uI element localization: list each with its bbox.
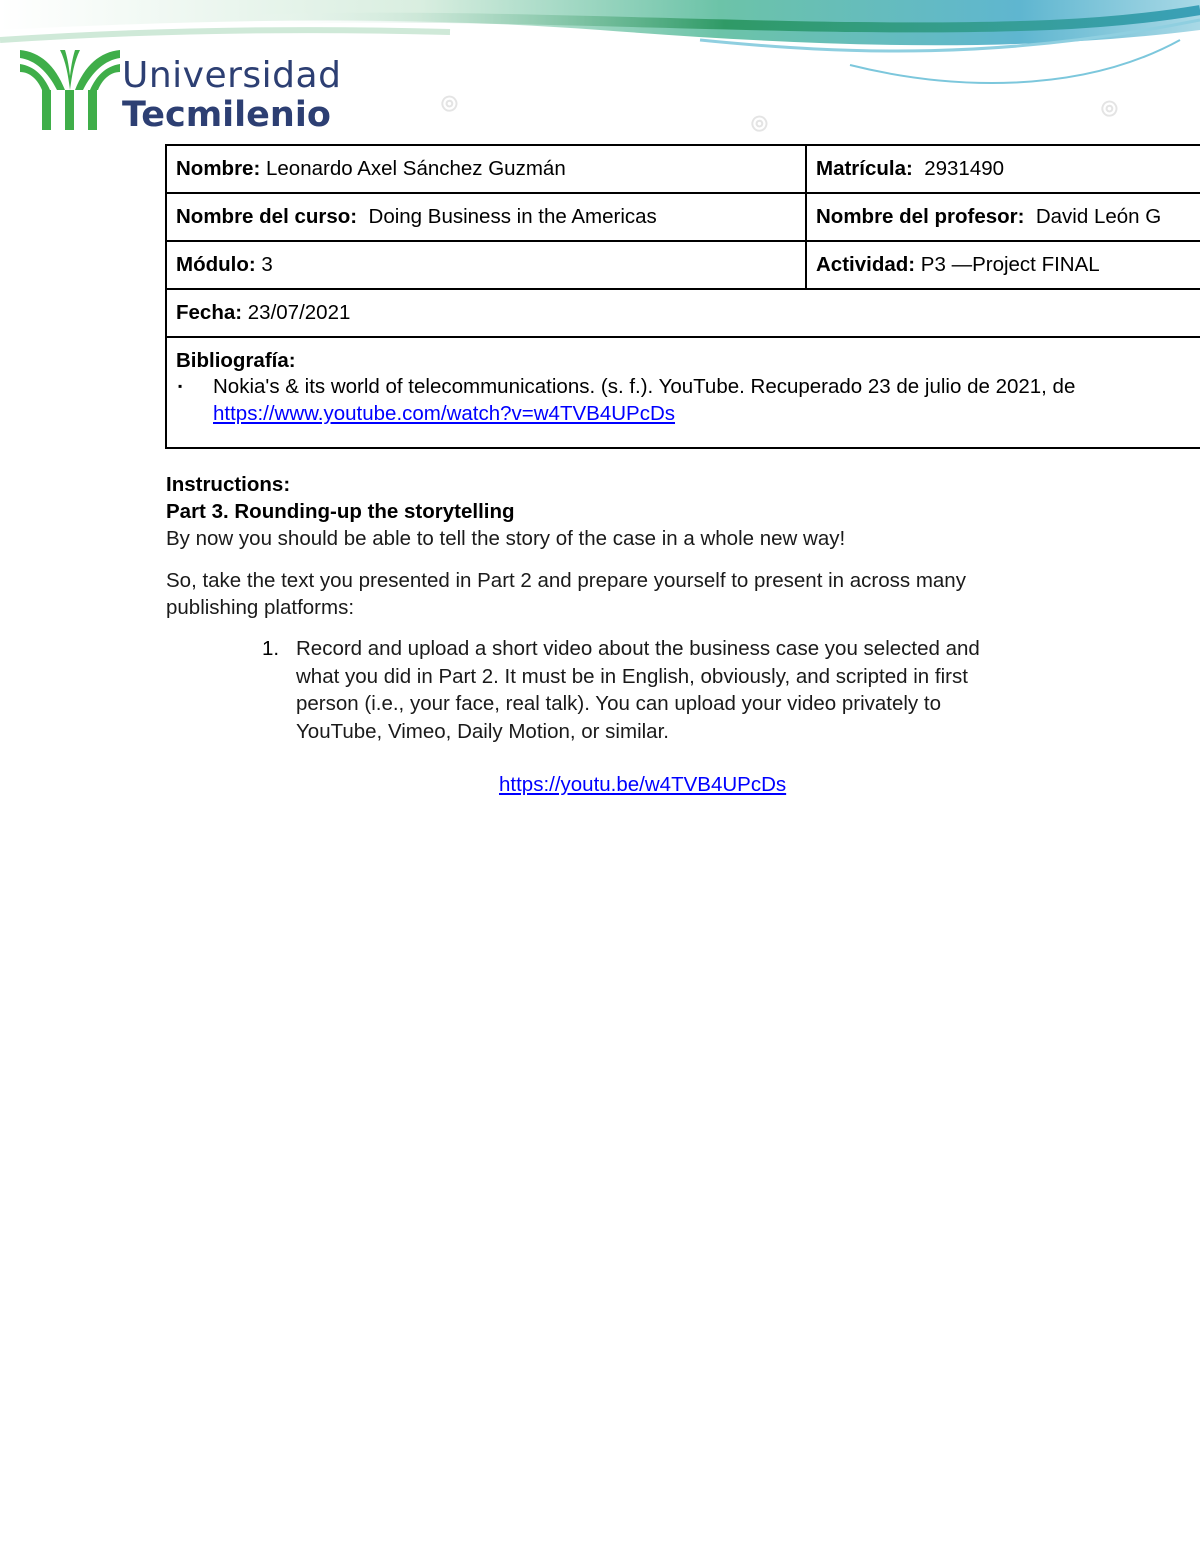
- instructions-section: [166, 471, 1046, 621]
- table-row: [166, 289, 1200, 337]
- instructions-paragraph: So, take the text you presented in Part 2 and prepare yourself to present in across many publishing platforms:: [166, 569, 966, 619]
- actividad-value: P3 —Project FINAL: [915, 253, 1100, 276]
- nombre-cell: [166, 145, 806, 193]
- fecha-cell: [166, 289, 1200, 337]
- bibliography-url-link[interactable]: https://www.youtube.com/watch?v=w4TVB4UPcDs: [213, 402, 676, 425]
- curso-label: Nombre del curso:: [176, 205, 358, 228]
- video-link[interactable]: https://youtu.be/w4TVB4UPcDs: [499, 773, 787, 796]
- modulo-value: 3: [255, 253, 273, 276]
- matricula-cell: [806, 145, 1200, 193]
- part-title: Part 3. Rounding-up the storytelling: [166, 500, 515, 523]
- square-bullet-icon: ▪: [178, 379, 183, 393]
- tecmilenio-logo-icon: [20, 50, 120, 135]
- actividad-cell: [806, 241, 1200, 289]
- instructions-heading: Instructions:: [166, 473, 291, 496]
- curso-cell: [166, 193, 806, 241]
- nombre-value: Leonardo Axel Sánchez Guzmán: [260, 157, 566, 180]
- table-row: [166, 241, 1200, 289]
- modulo-label: Módulo:: [176, 253, 256, 276]
- student-info-table: [165, 144, 1200, 449]
- matricula-label: Matrícula:: [816, 157, 913, 180]
- list-item-number: 1.: [262, 637, 280, 660]
- logo-text-universidad: Universidad: [122, 55, 342, 96]
- bibliografia-cell: [166, 337, 1200, 448]
- modulo-cell: [166, 241, 806, 289]
- list-item: [262, 635, 1022, 745]
- watermark-mark: ◎: [745, 108, 773, 137]
- bibliografia-label: Bibliografía:: [176, 349, 296, 372]
- curso-value: Doing Business in the Americas: [357, 205, 657, 228]
- watermark-mark: ◎: [1095, 93, 1123, 122]
- nombre-label: Nombre:: [176, 157, 261, 180]
- fecha-value: 23/07/2021: [242, 301, 351, 324]
- profesor-label: Nombre del profesor:: [816, 205, 1025, 228]
- table-row: [166, 145, 1200, 193]
- logo-text-tecmilenio: Tecmilenio: [122, 95, 331, 135]
- fecha-label: Fecha:: [176, 301, 243, 324]
- profesor-cell: [806, 193, 1200, 241]
- matricula-value: 2931490: [912, 157, 1005, 180]
- watermark-mark: ◎: [435, 88, 463, 117]
- table-row: [166, 193, 1200, 241]
- actividad-label: Actividad:: [816, 253, 916, 276]
- profesor-value: David León G: [1024, 205, 1162, 228]
- intro-text: By now you should be able to tell the story of the case in a whole new way!: [166, 527, 846, 550]
- bibliography-entry: [176, 373, 1200, 427]
- list-item-text: Record and upload a short video about the business case you selected and what you did in Part 2. It must be in English, obviously, and scripted in first person (i.e., your face, real talk). You can upload your video privately to YouTube, Vimeo, Daily Motion, or similar.: [296, 637, 980, 743]
- table-row: [166, 337, 1200, 448]
- bibliography-entry-text: Nokia's & its world of telecommunications. (s. f.). YouTube. Recuperado 23 de julio de 2021, de: [213, 375, 1076, 398]
